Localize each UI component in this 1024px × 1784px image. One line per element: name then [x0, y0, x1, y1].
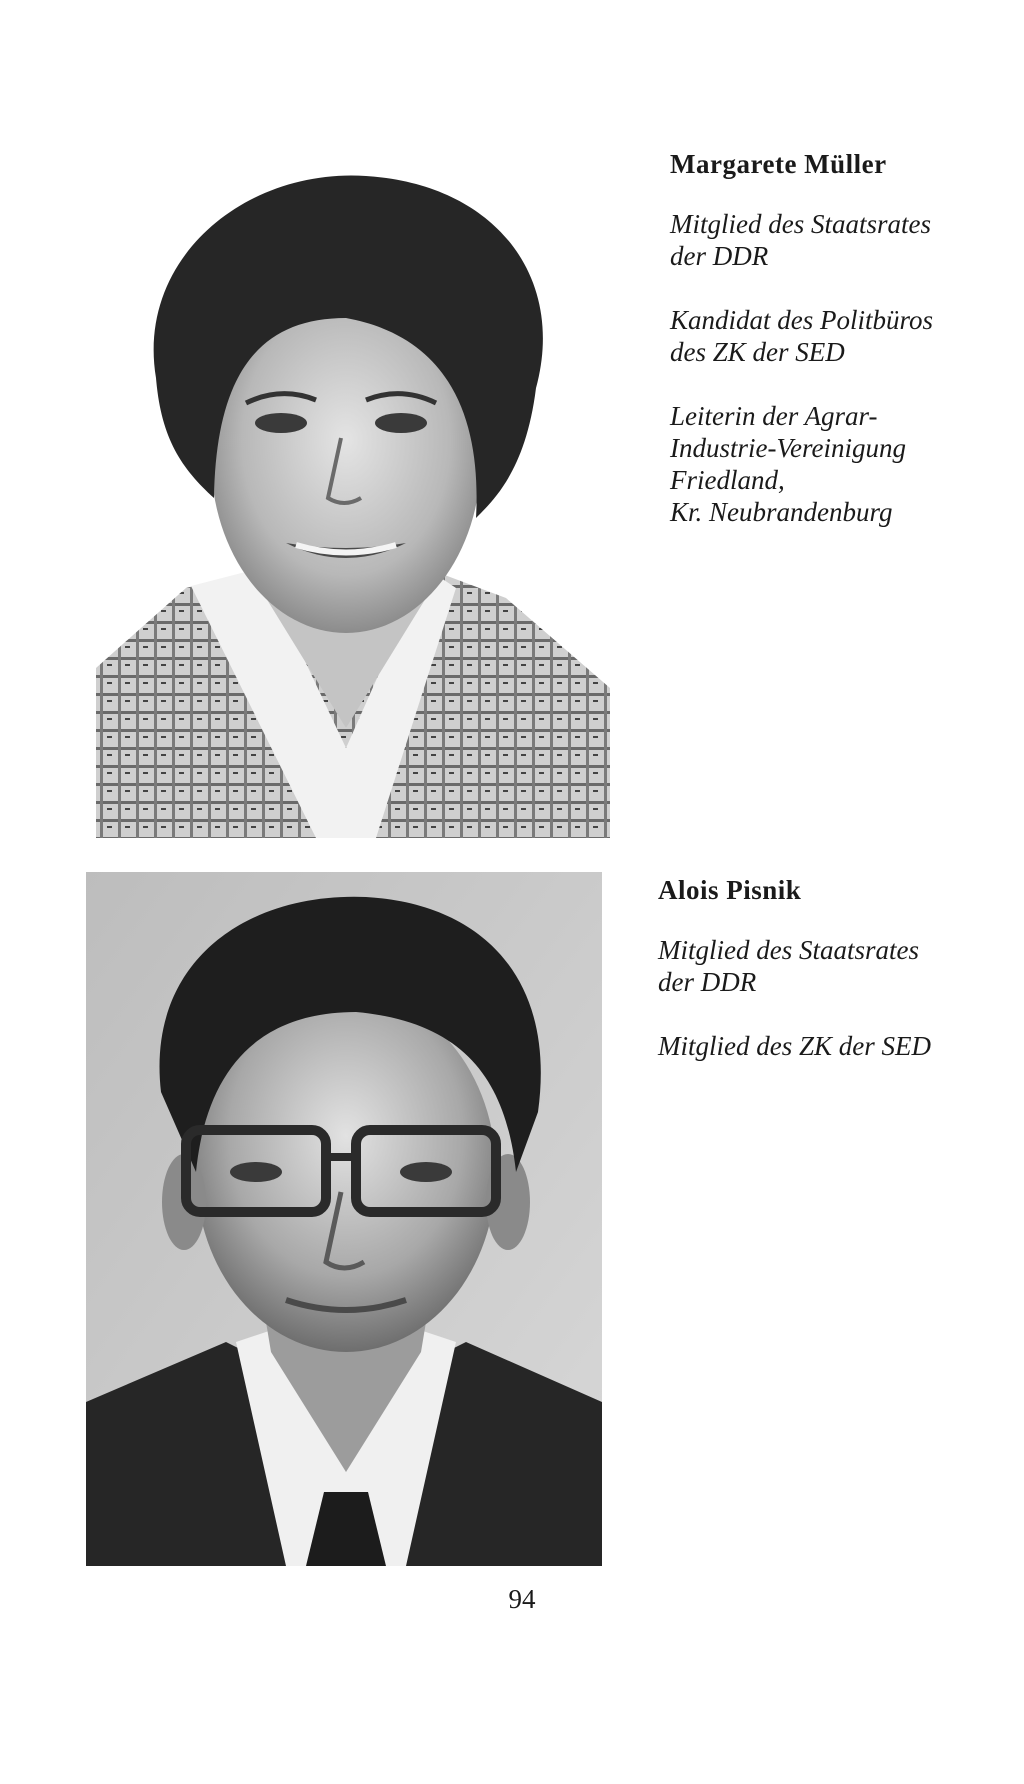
role-block: [670, 400, 990, 528]
role-line: des ZK der SED: [670, 337, 845, 367]
portrait-image-2: [86, 872, 602, 1566]
person-name: Margarete Müller: [670, 149, 887, 179]
role-line: Mitglied des ZK der SED: [658, 1031, 931, 1061]
role-line: Friedland,: [670, 465, 785, 495]
role-line: Mitglied des Staatsrates: [670, 209, 931, 239]
portrait-image-1: [96, 168, 610, 838]
role-block: [670, 304, 990, 368]
role-line: Kandidat des Politbüros: [670, 305, 934, 335]
role-line: Mitglied des Staatsrates: [658, 935, 919, 965]
role-line: der DDR: [670, 241, 769, 271]
page-number: 94: [508, 1584, 536, 1614]
role-line: Kr. Neubrandenburg: [670, 497, 893, 527]
person-name: Alois Pisnik: [658, 875, 802, 905]
portrait-photo-margarete-mueller: [96, 168, 610, 838]
role-line: Industrie-Vereinigung: [670, 433, 906, 463]
role-block: [658, 1030, 998, 1062]
role-block: [658, 934, 998, 998]
role-block: [670, 208, 990, 272]
portrait-photo-alois-pisnik: [86, 872, 602, 1566]
entry-margarete-mueller: [670, 146, 990, 560]
role-line: der DDR: [658, 967, 757, 997]
entry-alois-pisnik: [658, 872, 998, 1094]
role-line: Leiterin der Agrar-: [670, 401, 878, 431]
